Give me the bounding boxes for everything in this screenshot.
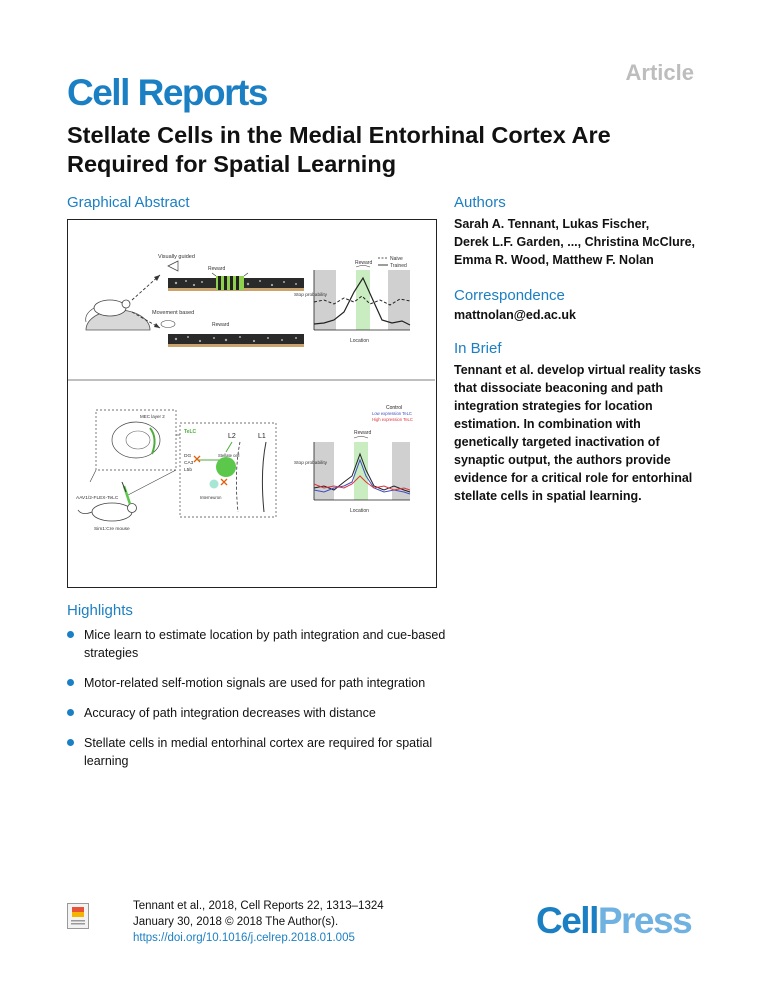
chart-bottom-ylabel: Stop probability — [294, 461, 328, 466]
mouse-injection-illustration — [78, 482, 137, 521]
citation-date: January 30, 2018 © 2018 The Author(s). — [133, 916, 339, 928]
chart-top-xlabel: Location — [350, 338, 369, 344]
doi-link[interactable]: https://doi.org/10.1016/j.celrep.2018.01.005 — [133, 932, 355, 944]
journal-title: Cell Reports — [67, 72, 267, 113]
label-sim1-mouse: Sim1:Cre mouse — [94, 527, 130, 532]
in-brief-line: genetically targeted inactivation of — [454, 435, 660, 449]
track-movement — [168, 334, 304, 344]
bullet-icon — [67, 631, 74, 638]
authors-line: Emma R. Wood, Matthew F. Nolan — [454, 253, 654, 267]
chart-top-ylabel: Stop probability — [294, 293, 328, 298]
label-dg: DG — [184, 454, 192, 459]
label-l1: L1 — [258, 433, 266, 440]
chart-bottom-reward-label: Reward — [354, 430, 372, 436]
graphical-abstract-svg — [68, 220, 435, 586]
logo-cell: Cell — [536, 900, 598, 941]
label-interneuron: Interneuron — [200, 495, 222, 500]
authors-line: Sarah A. Tennant, Lukas Fischer, — [454, 217, 650, 231]
cell-press-logo — [536, 902, 691, 939]
article-title: Stellate Cells in the Medial Entorhinal Cortex Are Required for Spatial Learning — [67, 122, 611, 177]
stellate-cell — [216, 457, 236, 477]
block-x-icon — [194, 456, 200, 462]
highlights-heading: Highlights — [67, 602, 133, 619]
label-movement-based: Movement based — [152, 310, 195, 316]
in-brief-line: that dissociate beaconing and path — [454, 381, 664, 395]
highlights-list — [67, 626, 447, 782]
check-for-updates-icon[interactable] — [67, 903, 89, 929]
stop-probability-chart-bottom — [294, 405, 413, 514]
legend-trained: Trained — [390, 263, 407, 269]
label-mec-layer2: MEC layer 2 — [140, 414, 165, 419]
bullet-icon — [67, 709, 74, 716]
highlight-item: Motor-related self-motion signals are used for path integration — [67, 674, 447, 692]
label-l2: L2 — [228, 433, 236, 440]
label-reward-b: Reward — [212, 322, 230, 328]
highlight-item: Accuracy of path integration decreases with distance — [67, 704, 447, 722]
graphical-abstract-figure — [67, 219, 437, 588]
label-l5b: L5b — [184, 468, 193, 473]
in-brief-line: integration strategies for location — [454, 399, 653, 413]
label-ca3: CA3 — [184, 461, 194, 466]
chart-top-reward-label: Reward — [355, 260, 373, 266]
label-telc: TeLC — [184, 429, 197, 435]
in-brief-text — [454, 361, 744, 505]
authors-list — [454, 215, 734, 269]
legend-low-expression: Low expression TeLC — [372, 411, 412, 416]
graphical-abstract-heading: Graphical Abstract — [67, 194, 190, 211]
label-visually-guided: Visually guided — [158, 254, 195, 260]
in-brief-heading: In Brief — [454, 340, 502, 357]
highlight-item: Mice learn to estimate location by path integration and cue-based strategies — [67, 626, 447, 662]
highlight-item: Stellate cells in medial entorhinal cortex are required for spatial learning — [67, 734, 447, 770]
authors-heading: Authors — [454, 194, 506, 211]
bullet-icon — [67, 679, 74, 686]
interneuron — [210, 480, 219, 489]
label-aav: AAV1/2-FLEX-TeLC — [76, 496, 119, 501]
label-stellate-cell: Stellate cell — [218, 453, 240, 458]
correspondence-heading: Correspondence — [454, 287, 565, 304]
mouse-on-ball-illustration — [86, 300, 150, 330]
in-brief-line: stellate cells in spatial learning. — [454, 489, 642, 503]
citation-block — [133, 898, 384, 946]
label-reward-a: Reward — [208, 266, 226, 272]
in-brief-line: evidence for a critical role for entorhinal — [454, 471, 693, 485]
in-brief-line: Tennant et al. develop virtual reality tasks — [454, 363, 702, 377]
in-brief-line: synaptic output, the authors provide — [454, 453, 671, 467]
bullet-icon — [67, 739, 74, 746]
legend-high-expression: High expression TeLC — [372, 417, 413, 422]
correspondence-email[interactable]: mattnolan@ed.ac.uk — [454, 308, 576, 322]
stop-probability-chart-top — [294, 256, 410, 344]
legend-control: Control — [386, 405, 403, 411]
logo-press: Press — [597, 900, 692, 941]
chart-bottom-xlabel: Location — [350, 508, 369, 514]
legend-naive: Naive — [390, 256, 403, 262]
authors-line: Derek L.F. Garden, ..., Christina McClure, — [454, 235, 696, 249]
citation-line: Tennant et al., 2018, Cell Reports 22, 1313–1324 — [133, 900, 384, 912]
in-brief-line: estimation. In combination with — [454, 417, 641, 431]
article-type-label: Article — [625, 60, 694, 85]
